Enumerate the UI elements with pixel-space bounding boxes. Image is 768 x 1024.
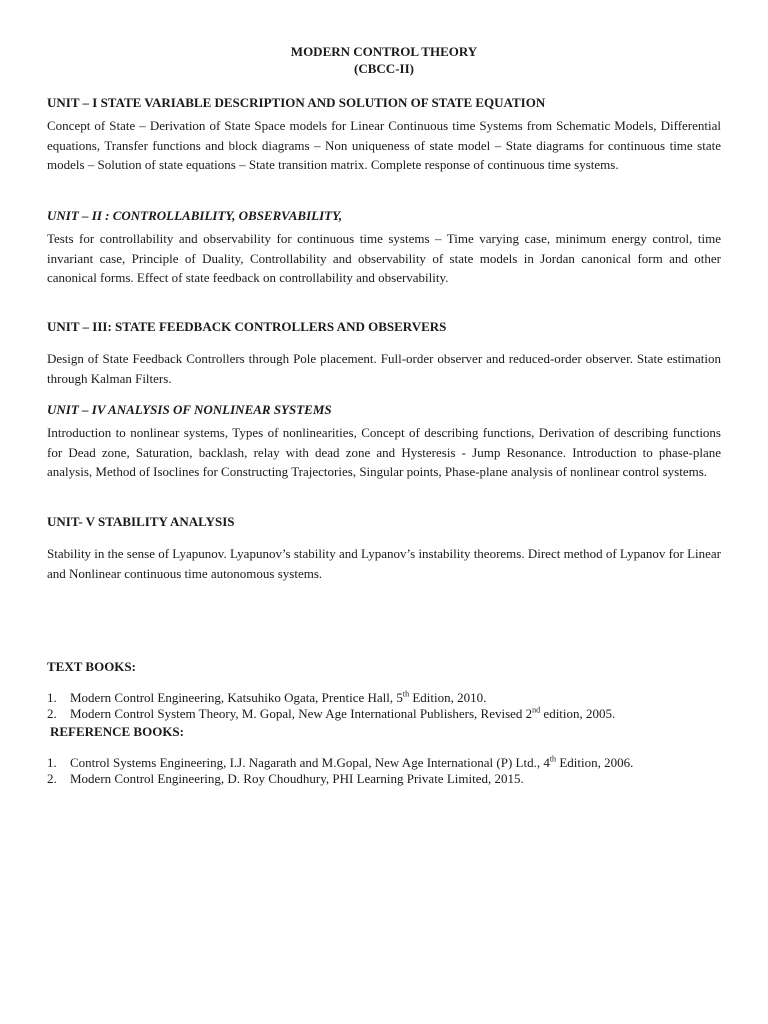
text-books-heading: TEXT BOOKS: — [47, 659, 136, 674]
unit-5-text: Stability in the sense of Lyapunov. Lyapunov’s stability and Lypanov’s instability theorems. Direct method of Lypanov for Linear and Nonlinear continuous time autonomous systems. — [47, 546, 721, 581]
unit-4-heading: UNIT – IV ANALYSIS OF NONLINEAR SYSTEMS — [47, 402, 332, 417]
unit-4-text: Introduction to nonlinear systems, Types of nonlinearities, Concept of describing functions, Derivation of describing functions for Dead zone, Saturation, backlash, relay with dead zone and Hysteresis - Jump Resonance. Introduction to phase-plane analysis, Method of Isoclines for Constructing Trajectories, Singular points, Phase-plane analysis of nonlinear control systems. — [47, 425, 721, 479]
page-title: MODERN CONTROL THEORY — [290, 44, 478, 59]
unit-3-text: Design of State Feedback Controllers through Pole placement. Full-order observer and reduced-order observer. State estimation through Kalman Filters. — [47, 351, 721, 386]
unit-1-heading: UNIT – I STATE VARIABLE DESCRIPTION AND SOLUTION OF STATE EQUATION — [47, 95, 546, 110]
unit-5-heading: UNIT- V STABILITY ANALYSIS — [47, 514, 235, 529]
text-book-item: 1. Modern Control Engineering, Katsuhiko Ogata, Prentice Hall, 5th Edition, 2010. — [47, 689, 487, 705]
text-book-item: 2. Modern Control System Theory, M. Gopal, New Age International Publishers, Revised 2nd edition, 2005. — [47, 705, 616, 721]
page-subtitle: (CBCC-II) — [354, 61, 414, 76]
unit-1-text: Concept of State – Derivation of State Space models for Linear Continuous time Systems from Schematic Models, Differential equations, Transfer functions and block diagrams – Non uniqueness of state model – State diagrams for continuous time state models – Solution of state equations – State transition matrix. Complete response of continuous time systems. — [47, 118, 721, 172]
reference-books-list — [47, 755, 725, 787]
reference-books-heading: REFERENCE BOOKS: — [50, 724, 184, 739]
unit-2-text: Tests for controllability and observability for continuous time systems – Time varying case, minimum energy control, time invariant case, Principle of Duality, Controllability and observability of state models in Jordan canonical form and other canonical forms. Effect of state feedback on controllability and observability. — [47, 231, 721, 285]
reference-book-item: 1. Control Systems Engineering, I.J. Nagarath and M.Gopal, New Age International (P) Ltd., 4th Edition, 2006. — [47, 754, 634, 770]
text-books-list — [47, 690, 725, 722]
unit-2-heading: UNIT – II : CONTROLLABILITY, OBSERVABILITY, — [47, 208, 343, 223]
reference-book-item: 2. Modern Control Engineering, D. Roy Choudhury, PHI Learning Private Limited, 2015. — [47, 771, 524, 786]
unit-3-heading: UNIT – III: STATE FEEDBACK CONTROLLERS AND OBSERVERS — [47, 319, 447, 334]
